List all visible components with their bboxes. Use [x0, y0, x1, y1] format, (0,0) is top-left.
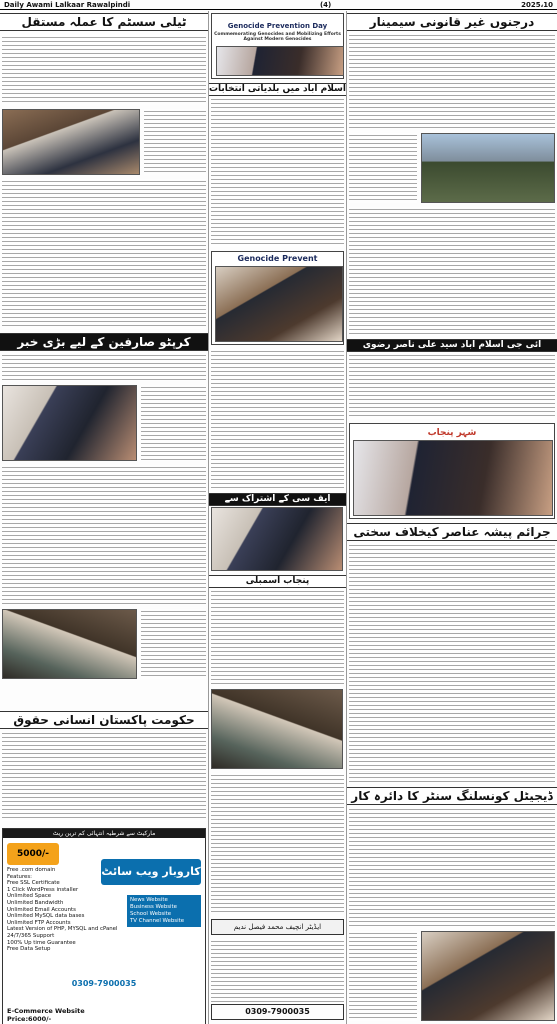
ad-service: TV Channel Website	[130, 918, 185, 924]
article-text	[211, 349, 344, 489]
left-column	[0, 11, 208, 1024]
ad-feature: Unlimited Bandwidth	[7, 899, 64, 906]
article-text	[211, 589, 344, 685]
article-text	[349, 807, 555, 927]
right-headline-3: جرائم پیشہ عناصر کیخلاف سختی	[347, 523, 557, 541]
ad-feature: Free .com domain	[7, 867, 56, 873]
article-text	[211, 939, 344, 1005]
ceremony-photo	[215, 266, 343, 342]
page-number: (4)	[319, 0, 332, 9]
event-banner	[211, 13, 344, 79]
press-conference-photo	[211, 689, 343, 769]
left-headline-1: ٹیلی سسٹم کا عملہ مستقل	[0, 13, 208, 31]
ad-feature: Latest Version of PHP, MYSQL and cPanel	[7, 926, 118, 933]
ad-services	[127, 895, 201, 927]
ad-feature: Unlimited MySQL data bases	[7, 913, 85, 920]
ad-feature: Unlimited Space	[7, 893, 52, 900]
banner-title: Genocide Prevention Day	[227, 22, 328, 30]
article-text	[144, 109, 206, 175]
event-banner-text: شہر پنجاب	[427, 428, 477, 438]
article-text	[2, 353, 206, 381]
masthead	[0, 0, 557, 10]
article-text	[2, 35, 206, 105]
news-photo	[421, 133, 555, 203]
left-headline-3: حکومت پاکستان انسانی حقوق	[0, 711, 208, 729]
news-photo	[2, 609, 137, 679]
article-text	[211, 773, 344, 913]
right-headline-4: ڈیجیٹل کونسلنگ سنٹر کا دائرہ کار	[347, 787, 557, 805]
ad-ecommerce	[7, 1007, 85, 1023]
middle-headline-2: ایف سی کے اشتراک سے	[209, 493, 346, 506]
middle-column	[208, 11, 346, 1024]
ad-feature: 24/7/365 Support	[7, 932, 55, 939]
ad-service: School Website	[130, 911, 172, 917]
article-text	[349, 931, 417, 1021]
ad-feature: Unlimited Email Accounts	[7, 906, 76, 913]
web-hosting-ad	[2, 828, 206, 1024]
ad-feature: Unlimited FTP Accounts	[7, 919, 71, 926]
ad-service: Business Website	[130, 904, 177, 910]
ad-feature: 1 Click WordPress installer	[7, 886, 79, 893]
ad-feature: Free SSL Certificate	[7, 880, 60, 887]
article-text	[2, 731, 206, 821]
right-headline-1: درجنوں غیر قانونی سیمینار	[347, 13, 557, 31]
banner-subtitle: Commemorating Genocides and Mobilizing Efforts Against Modern Genocides	[214, 32, 341, 42]
ad-price: 5000/-	[7, 843, 59, 865]
issue-date: 2025،10	[521, 0, 553, 9]
ad-feature: Features:	[7, 873, 32, 880]
left-headline-2: کرپٹو صارفین کے لیے بڑی خبر	[0, 333, 208, 351]
contact-phone: 0309-7900035	[211, 1004, 344, 1020]
event-photo	[353, 440, 553, 516]
award-photo	[421, 931, 555, 1021]
ad-feature: 100% Up time Guarantee	[7, 939, 76, 946]
ad-header: مارکیٹ سے شرطیہ انتہائی کم ترین ریٹ	[3, 829, 205, 838]
article-text	[2, 179, 206, 329]
ad-ecommerce-price: Price:6000/-	[7, 1015, 52, 1023]
ad-service: News Website	[130, 897, 168, 903]
ad-feature-list	[7, 867, 118, 953]
event-photo-frame	[349, 423, 555, 519]
middle-headline-1: اسلام آباد میں بلدیاتی انتخابات	[209, 84, 346, 94]
right-column	[346, 11, 557, 1024]
article-text	[349, 133, 417, 203]
article-text	[349, 207, 555, 335]
article-text	[141, 609, 206, 679]
news-photo	[2, 109, 140, 175]
ad-phone: 0309-7900035	[71, 979, 137, 988]
article-text	[211, 97, 344, 247]
article-text	[2, 465, 206, 605]
right-headline-2: آئی جی اسلام آباد سید علی ناصر رضوی	[347, 339, 557, 352]
banner-heading: Genocide Prevent	[237, 254, 318, 263]
article-text	[349, 33, 555, 129]
article-text	[141, 385, 206, 461]
ceremony-photo-frame	[211, 251, 344, 345]
paper-name: Daily Awami Lalkaar Rawalpindi	[4, 0, 131, 9]
ad-brand: کاروبار ویب سائٹ	[101, 859, 201, 885]
editor-credit: ایڈیٹر انچیف محمد فیصل ندیم	[211, 919, 344, 935]
middle-headline-3: پنجاب اسمبلی	[209, 575, 346, 588]
banner-photo	[216, 46, 344, 76]
ad-ecommerce-label: E-Commerce Website	[7, 1007, 85, 1015]
article-text	[349, 353, 555, 419]
meeting-photo	[211, 507, 343, 571]
news-photo	[2, 385, 137, 461]
article-text	[349, 543, 555, 783]
ad-feature: Free Data Setup	[7, 946, 51, 953]
